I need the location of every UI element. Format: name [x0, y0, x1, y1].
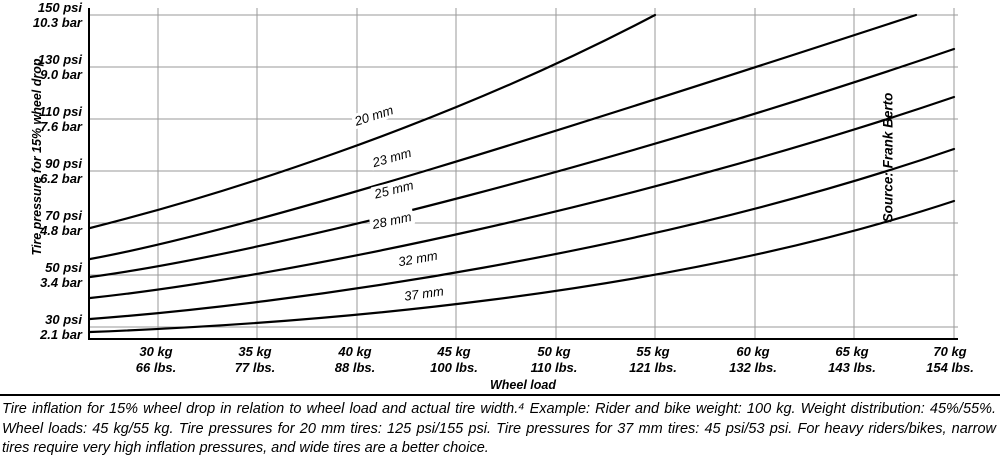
x-tick-45-kg: 45 kg [437, 344, 471, 359]
y-tick-110-bar: 7.6 bar [40, 119, 82, 134]
x-tick-45-lbs: 100 lbs. [430, 360, 478, 375]
curve-37mm [90, 201, 954, 332]
x-tick-35-lbs: 77 lbs. [234, 360, 276, 375]
x-tick-60-lbs: 132 lbs. [729, 360, 777, 375]
y-tick-110-psi: 110 psi [38, 104, 82, 119]
x-tick-65-lbs: 143 lbs. [828, 360, 876, 375]
y-axis-title: Tire pressure for 15% wheel drop [30, 58, 44, 256]
y-tick-130-bar: 9.0 bar [40, 67, 82, 82]
caption-divider [0, 394, 1000, 396]
series-label-23mm: 23 mm [370, 144, 414, 171]
curve-32mm [90, 149, 954, 319]
x-axis-title: Wheel load [490, 378, 556, 392]
y-tick-30-bar: 2.1 bar [40, 327, 82, 342]
y-tick-70 [40, 208, 82, 238]
x-tick-30-lbs: 66 lbs. [135, 360, 177, 375]
plot-svg [90, 8, 958, 338]
curve-23mm [90, 15, 916, 259]
x-tick-70 [926, 344, 974, 376]
x-tick-35-kg: 35 kg [238, 344, 272, 359]
y-tick-90-bar: 6.2 bar [40, 171, 82, 186]
y-tick-30 [40, 312, 82, 342]
y-tick-150-bar: 10.3 bar [32, 15, 82, 30]
x-tick-50-kg: 50 kg [537, 344, 571, 359]
x-tick-50 [531, 344, 578, 376]
x-tick-70-lbs: 154 lbs. [926, 360, 974, 375]
x-tick-30-kg: 30 kg [139, 344, 173, 359]
y-tick-70-psi: 70 psi [45, 208, 82, 223]
y-tick-50-psi: 50 psi [45, 260, 82, 275]
x-tick-40 [335, 344, 375, 376]
series-label-32mm: 32 mm [396, 247, 439, 270]
x-tick-55 [629, 344, 677, 376]
plot-area [88, 8, 958, 340]
y-tick-90 [40, 156, 82, 186]
y-tick-130 [38, 52, 82, 82]
curve-25mm [90, 49, 954, 277]
y-tick-50 [40, 260, 82, 290]
x-tick-60-kg: 60 kg [736, 344, 770, 359]
x-tick-65 [828, 344, 876, 376]
series-label-25mm: 25 mm [372, 177, 415, 202]
y-tick-110 [39, 104, 82, 134]
figure-caption: Tire inflation for 15% wheel drop in relation to wheel load and actual tire width.⁴ Example: Rider and bike weight: 100 kg. Weight distribution: 45%/55%. Wheel loads: 45 kg/55 kg. Tire pressures for 20 mm tires: 125 psi/155 psi. Tire pressures for 37 mm tires: 45 psi/53 psi. For heavy riders/bikes, narrow tires require very high inflation pressures, and wide tires are a better choice. [2, 401, 996, 456]
series-label-37mm: 37 mm [403, 283, 445, 304]
x-tick-40-lbs: 88 lbs. [334, 360, 376, 375]
data-curves [90, 15, 954, 332]
y-tick-90-psi: 90 psi [45, 156, 82, 171]
y-tick-130-psi: 130 psi [37, 52, 82, 67]
curve-28mm [90, 97, 954, 298]
x-tick-55-kg: 55 kg [636, 344, 670, 359]
x-tick-55-lbs: 121 lbs. [629, 360, 677, 375]
x-tick-50-lbs: 110 lbs. [530, 360, 578, 375]
x-tick-35 [235, 344, 275, 376]
x-tick-70-kg: 70 kg [933, 344, 967, 359]
x-axis-labels [88, 344, 974, 380]
series-label-28mm: 28 mm [370, 209, 413, 232]
y-tick-150-psi: 150 psi [37, 0, 82, 15]
y-tick-50-bar: 3.4 bar [40, 275, 82, 290]
y-tick-30-psi: 30 psi [45, 312, 82, 327]
x-tick-65-kg: 65 kg [835, 344, 869, 359]
y-tick-70-bar: 4.8 bar [40, 223, 82, 238]
y-tick-150 [33, 0, 82, 30]
series-label-20mm: 20 mm [352, 102, 396, 129]
source-credit: Source: Frank Berto [880, 92, 896, 223]
x-tick-60 [729, 344, 777, 376]
x-tick-45 [430, 344, 478, 376]
x-tick-30 [136, 344, 176, 376]
x-tick-40-kg: 40 kg [338, 344, 372, 359]
